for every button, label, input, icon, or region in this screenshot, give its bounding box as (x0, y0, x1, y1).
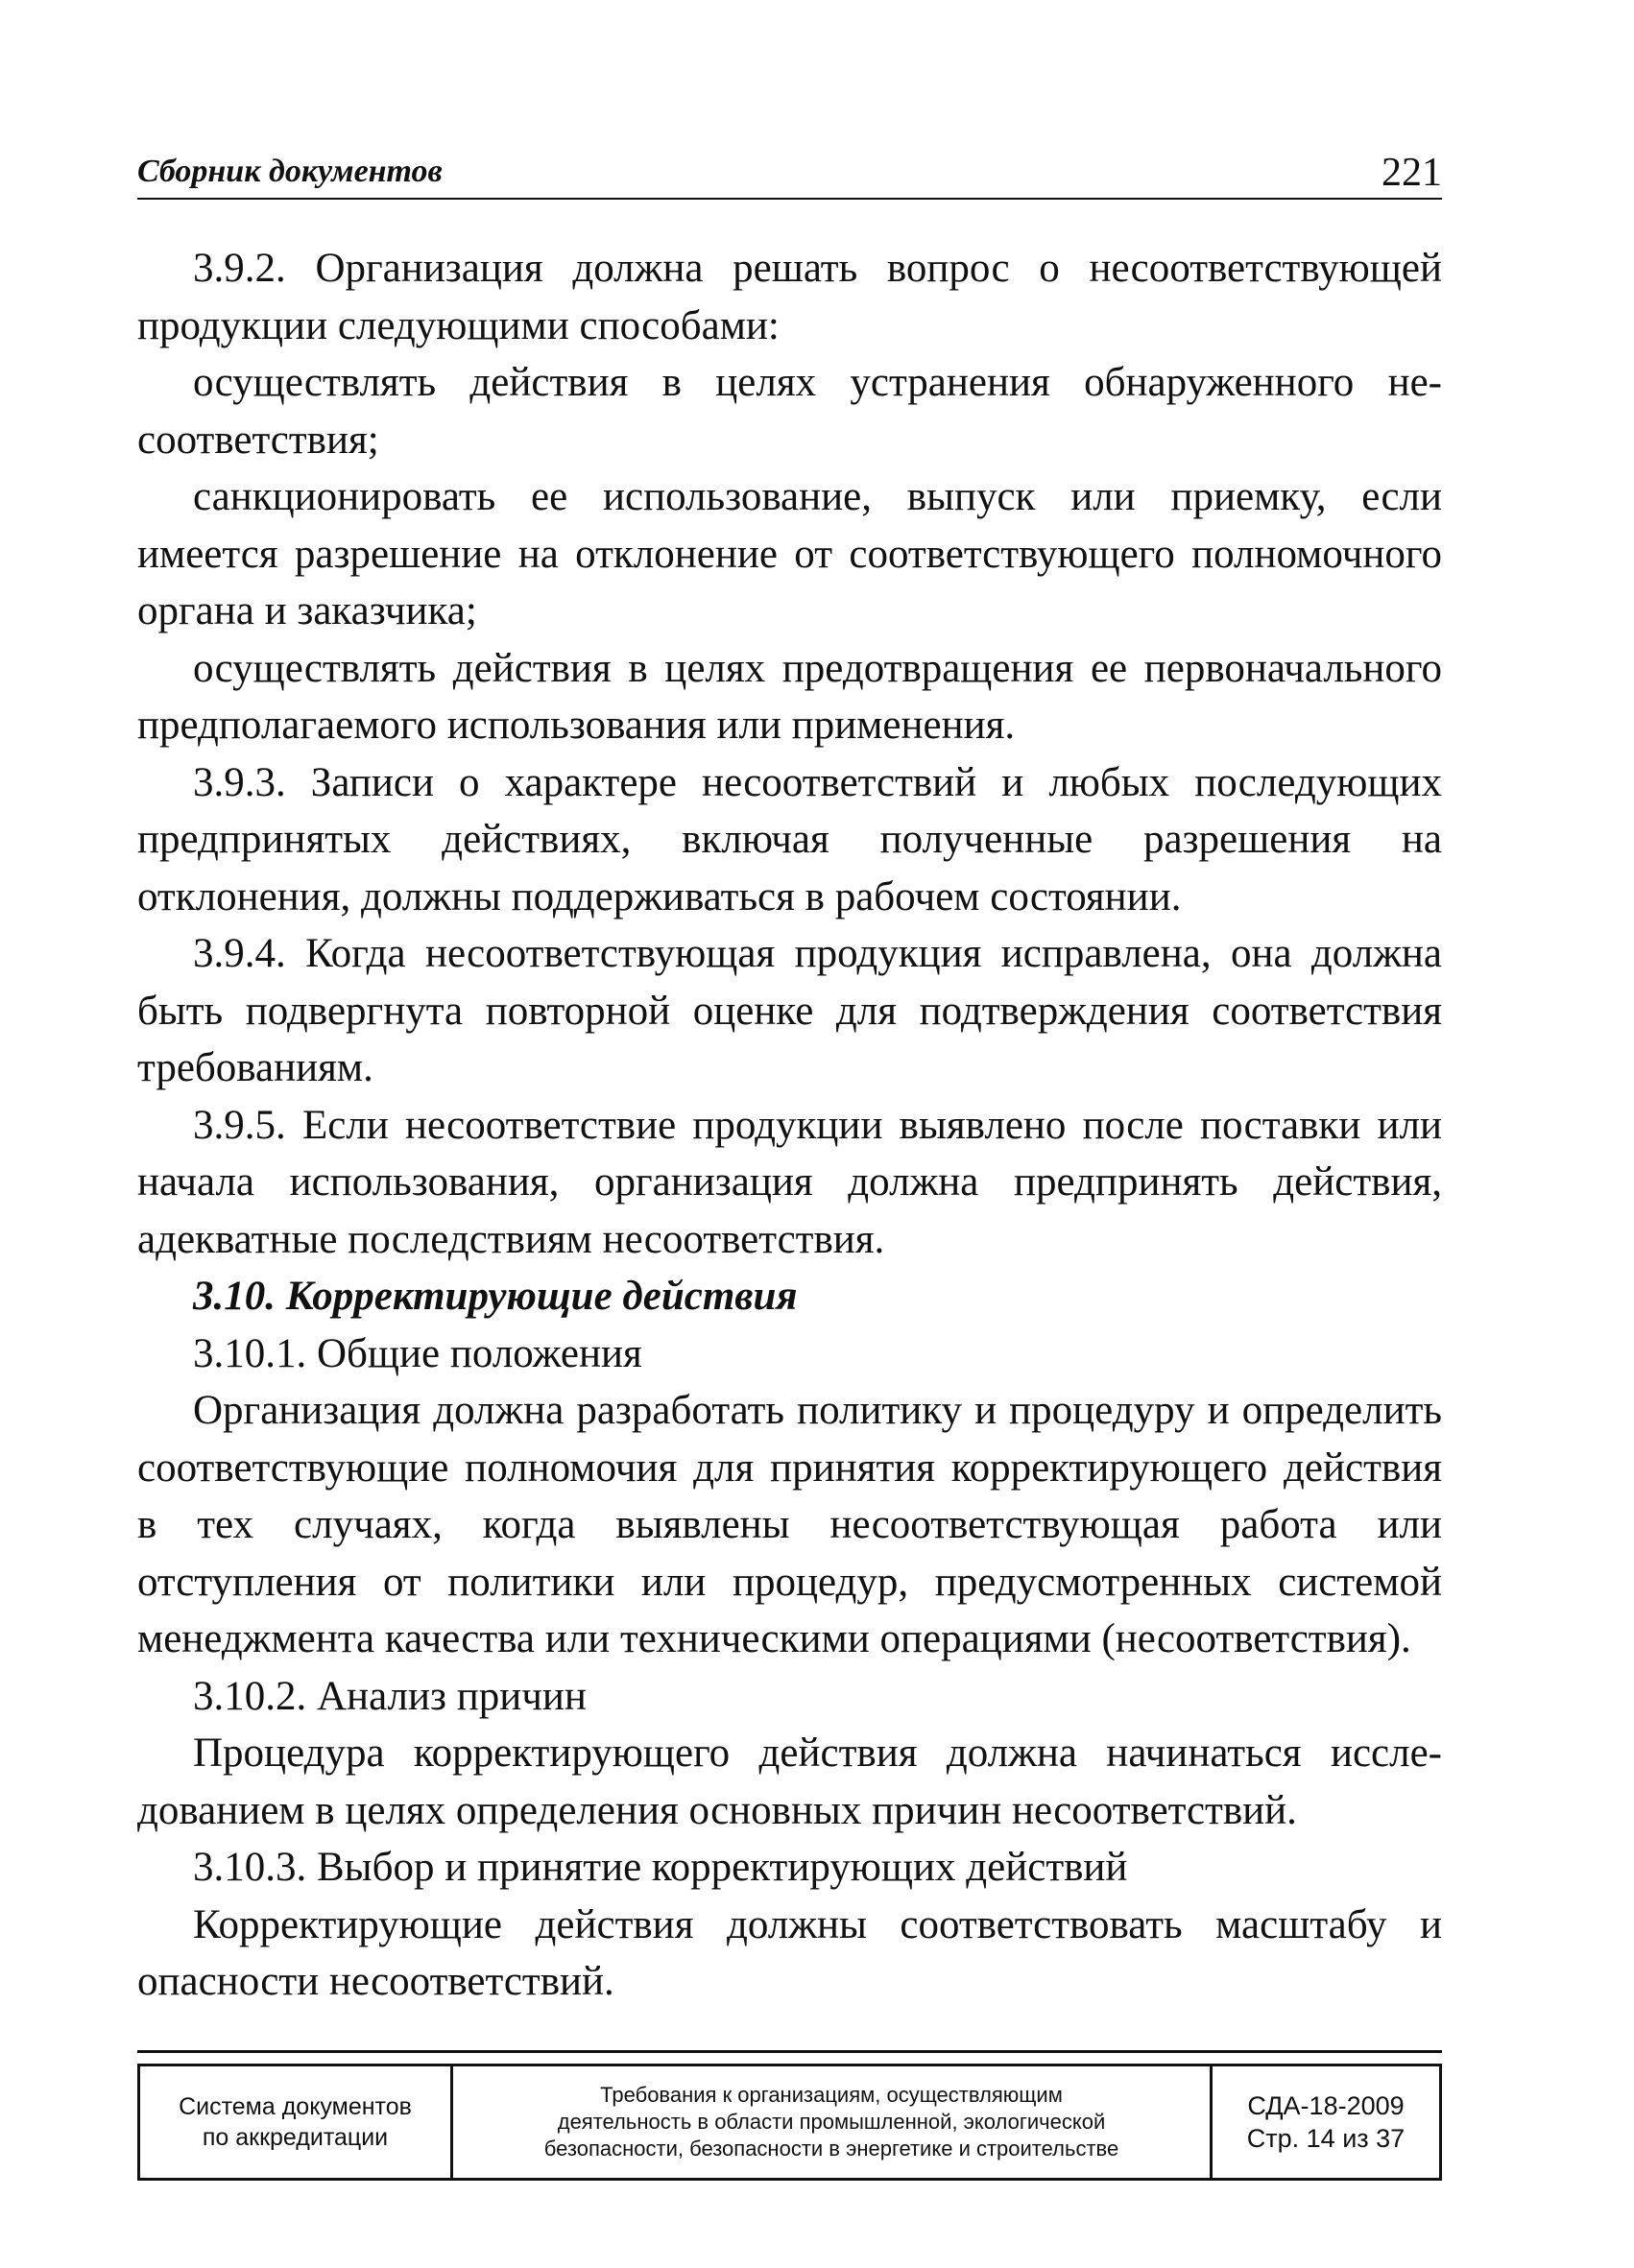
footer-system-line: по аккредитации (202, 2124, 389, 2151)
paragraph: Корректирующие действия должны соответствовать масштабу и опасности несоответствий. (137, 1901, 1442, 2004)
paragraph: санкционировать ее использование, выпуск или приемку, если имеется разрешение на отклонение от соответствующего полномочного органа и заказчика; (137, 474, 1442, 633)
subsection-title: 3.10.1. Общие положения (193, 1330, 642, 1376)
running-header (137, 142, 1442, 200)
subsection-title: 3.10.2. Анализ причин (193, 1673, 587, 1719)
paragraph: 3.9.5. Если несоответствие продукции выявлено после поставки или начала использования, организация должна предпринять действия, адекватные последствиям несоответствия. (137, 1102, 1442, 1262)
paragraph: Организация должна разработать политику и процедуру и определить соответствующие полномочия для принятия корректирующего действия в тех случаях, когда выявлены несоответствующая работа или отступления от политики или процедур, предусмотренных системой менеджмента качества или техническими операциями (несоответствия). (137, 1388, 1442, 1661)
footer-cell-system (140, 2066, 453, 2178)
footer-cell-requirements (453, 2066, 1213, 2178)
paragraph: Процедура корректирующего действия должна начинаться исследованием в целях определения основных причин несоответствий. (137, 1731, 1442, 1833)
body-text (137, 240, 1442, 2011)
footer-document-code: СДА-18-2009 (1247, 2091, 1405, 2120)
subsection-title: 3.10.3. Выбор и принятие корректирующих действий (193, 1845, 1128, 1890)
page-number: 221 (1382, 151, 1442, 195)
footer-divider (137, 2050, 1442, 2053)
paragraph: осуществлять действия в целях предотвращения ее первоначального предполагаемого использования или применения. (137, 645, 1442, 748)
paragraph: 3.9.2. Организация должна решать вопрос о несоответствующей продукции следующими способами: (137, 246, 1442, 348)
footer-requirements-line: Требования к организациям, осуществляющим (600, 2083, 1063, 2107)
paragraph: 3.9.3. Записи о характере несоответствий и любых последующих предпринятых действиях, включая полученные разрешения на отклонения, должны поддерживаться в рабочем состоянии. (137, 759, 1442, 919)
section-heading: 3.10. Корректирующие действия (193, 1274, 798, 1319)
footer-page-counter: Стр. 14 из 37 (1246, 2124, 1406, 2153)
footer-requirements-line: безопасности, безопасности в энергетике и строительстве (543, 2137, 1119, 2161)
footer-system-line: Система документов (179, 2093, 412, 2120)
footer-cell-document-id (1213, 2066, 1439, 2178)
paragraph: осуществлять действия в целях устранения обнаруженного несоответствия; (137, 360, 1442, 463)
collection-title: Сборник документов (137, 154, 443, 189)
footer-table (137, 2064, 1442, 2181)
paragraph: 3.9.4. Когда несоответствующая продукция исправлена, она должна быть подвергнута повторной оценке для подтверждения соответствия требованиям. (137, 931, 1442, 1090)
footer-requirements-line: деятельность в области промышленной, экологической (557, 2110, 1106, 2134)
